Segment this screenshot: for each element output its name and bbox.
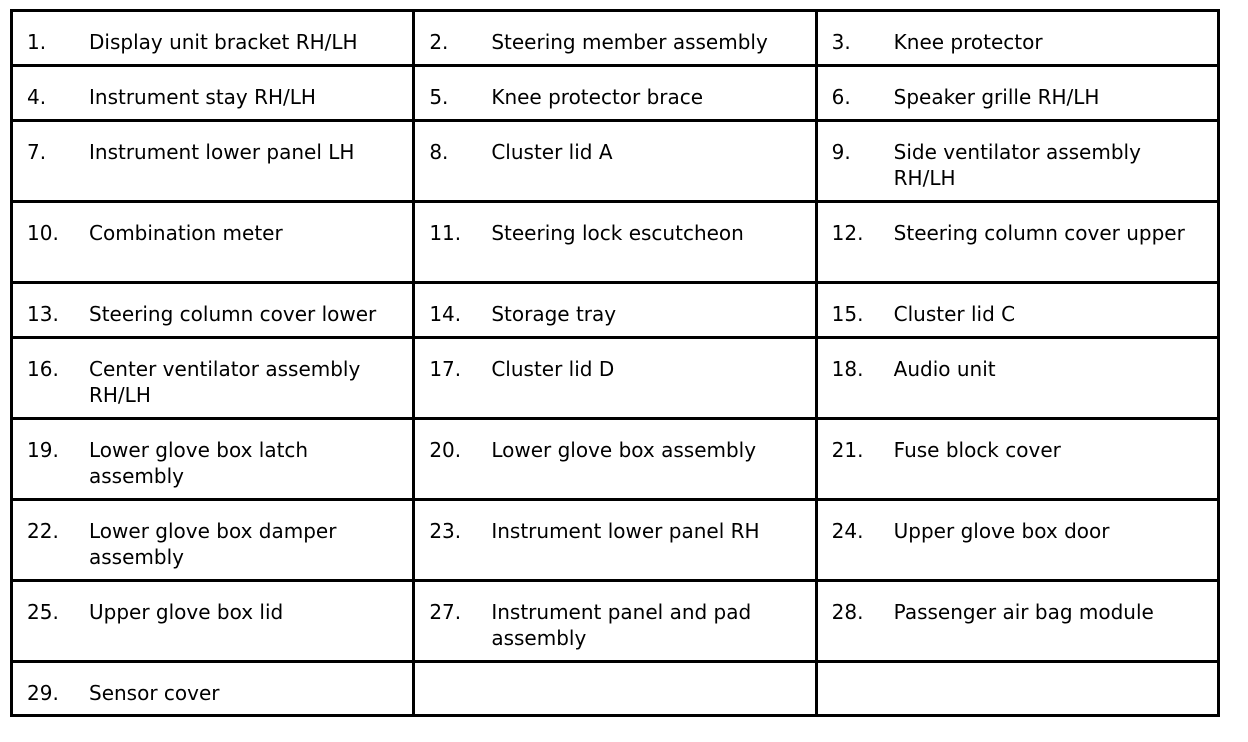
item-number: 29. <box>27 681 59 705</box>
table-cell <box>816 419 1218 500</box>
item-name: Instrument stay RH/LH <box>89 85 316 109</box>
table-cell <box>414 338 816 419</box>
table-cell <box>414 121 816 202</box>
item-number: 22. <box>27 519 59 543</box>
item-name: Steering column cover lower <box>89 302 377 326</box>
item-number: 16. <box>27 357 59 381</box>
table-cell <box>816 581 1218 662</box>
item-number: 13. <box>27 302 59 326</box>
item-name: Instrument panel and pad assembly <box>491 600 752 650</box>
table-cell <box>816 121 1218 202</box>
item-number: 17. <box>429 357 462 381</box>
table-cell <box>12 500 414 581</box>
table-cell <box>816 11 1218 66</box>
item-name: Lower glove box damper assembly <box>89 519 337 569</box>
item-number: 8. <box>429 140 449 164</box>
item-number: 7. <box>27 140 47 164</box>
table-cell <box>414 419 816 500</box>
item-number: 12. <box>831 221 864 245</box>
item-number: 10. <box>27 221 59 245</box>
table-row <box>12 66 1219 121</box>
table-row <box>12 202 1219 283</box>
item-name: Upper glove box lid <box>89 600 284 624</box>
item-name: Steering column cover upper <box>893 221 1185 245</box>
item-number: 15. <box>831 302 864 326</box>
table-cell <box>12 338 414 419</box>
item-name: Display unit bracket RH/LH <box>89 30 358 54</box>
item-name: Lower glove box latch assembly <box>89 438 309 488</box>
item-number: 14. <box>429 302 462 326</box>
table-cell <box>12 121 414 202</box>
item-name: Center ventilator assembly RH/LH <box>89 357 361 407</box>
item-name: Combination meter <box>89 221 283 245</box>
item-number: 20. <box>429 438 462 462</box>
item-number: 27. <box>429 600 462 624</box>
table-cell <box>414 66 816 121</box>
table-cell <box>414 11 816 66</box>
item-number: 9. <box>831 140 851 164</box>
table-cell <box>12 283 414 338</box>
item-name: Sensor cover <box>89 681 220 705</box>
item-name: Steering member assembly <box>491 30 768 54</box>
item-number: 25. <box>27 600 59 624</box>
table-cell <box>414 500 816 581</box>
item-number: 3. <box>831 30 851 54</box>
table-row <box>12 11 1219 66</box>
item-number: 23. <box>429 519 462 543</box>
item-number: 18. <box>831 357 864 381</box>
table-cell <box>12 419 414 500</box>
item-name: Steering lock escutcheon <box>491 221 744 245</box>
item-name: Fuse block cover <box>893 438 1061 462</box>
table-cell <box>12 662 414 716</box>
table-cell <box>414 581 816 662</box>
table-cell <box>816 66 1218 121</box>
table-cell <box>12 66 414 121</box>
table-row <box>12 121 1219 202</box>
table-cell <box>816 283 1218 338</box>
item-name: Audio unit <box>893 357 996 381</box>
table-cell <box>414 202 816 283</box>
item-number: 4. <box>27 85 47 109</box>
item-name: Speaker grille RH/LH <box>893 85 1100 109</box>
item-name: Instrument lower panel RH <box>491 519 760 543</box>
item-number: 21. <box>831 438 864 462</box>
item-number: 28. <box>831 600 864 624</box>
table-row <box>12 500 1219 581</box>
empty-cell <box>414 662 816 716</box>
item-name: Side ventilator assembly RH/LH <box>893 140 1141 190</box>
parts-legend-table <box>10 9 1220 717</box>
table-cell <box>816 338 1218 419</box>
item-number: 2. <box>429 30 449 54</box>
table-row <box>12 662 1219 716</box>
table-row <box>12 581 1219 662</box>
item-name: Upper glove box door <box>893 519 1110 543</box>
empty-cell <box>816 662 1218 716</box>
item-name: Knee protector <box>893 30 1043 54</box>
item-number: 1. <box>27 30 47 54</box>
item-number: 5. <box>429 85 449 109</box>
item-name: Storage tray <box>491 302 617 326</box>
table-cell <box>12 11 414 66</box>
item-name: Cluster lid A <box>491 140 613 164</box>
table-cell <box>816 202 1218 283</box>
item-number: 6. <box>831 85 851 109</box>
table-cell <box>816 500 1218 581</box>
table-cell <box>12 581 414 662</box>
item-name: Knee protector brace <box>491 85 704 109</box>
item-name: Cluster lid C <box>893 302 1016 326</box>
table-row <box>12 338 1219 419</box>
table-cell <box>12 202 414 283</box>
table-cell <box>414 283 816 338</box>
item-number: 11. <box>429 221 462 245</box>
table-row <box>12 419 1219 500</box>
item-name: Lower glove box assembly <box>491 438 757 462</box>
table-row <box>12 283 1219 338</box>
item-name: Passenger air bag module <box>893 600 1154 624</box>
item-name: Instrument lower panel LH <box>89 140 355 164</box>
item-number: 24. <box>831 519 864 543</box>
item-name: Cluster lid D <box>491 357 615 381</box>
item-number: 19. <box>27 438 59 462</box>
